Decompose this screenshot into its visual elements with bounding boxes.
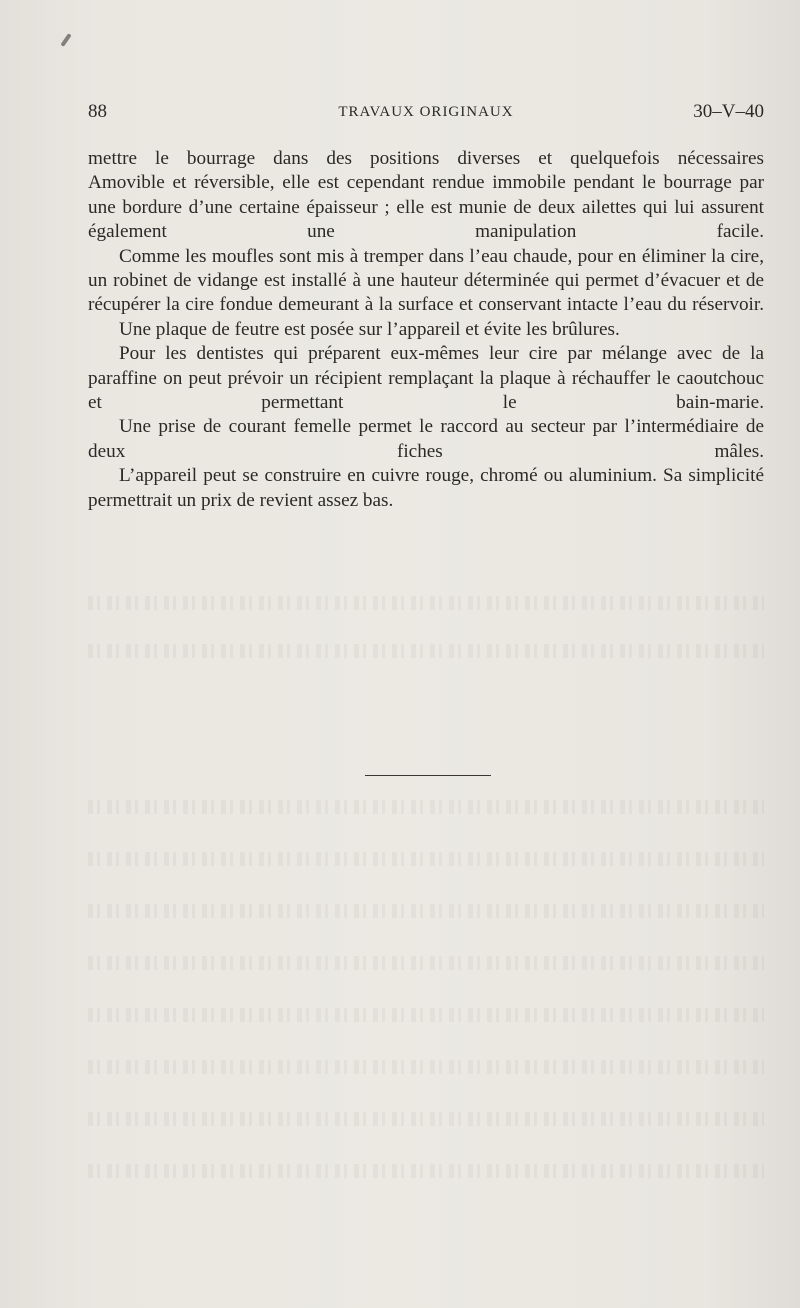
ink-mark: [60, 33, 71, 47]
show-through-text: [88, 1164, 764, 1178]
show-through-text: [88, 904, 764, 918]
show-through-text: [88, 644, 764, 658]
show-through-text: [88, 800, 764, 814]
issue-date: 30–V–40: [693, 101, 764, 122]
show-through-text: [88, 596, 764, 610]
paragraph: Comme les moufles sont mis à tremper dans l’eau chaude, pour en éliminer la cire, un robinet de vidange est installé à une hauteur déterminée qui permet d’évacuer et de récupérer la cire fondue demeurant à la surface et conservant intacte l’eau du réservoir.: [88, 245, 764, 316]
running-title: TRAVAUX ORIGINAUX: [338, 104, 514, 120]
article-body: [88, 147, 764, 513]
section-separator-rule: [365, 775, 491, 776]
show-through-text: [88, 1112, 764, 1126]
page-header: [88, 101, 764, 125]
paragraph: Une plaque de feutre est posée sur l’appareil et évite les brûlures.: [119, 318, 620, 340]
paragraph: Amovible et réversible, elle est cependant rendue immobile pendant le bourrage par une bordure d’une certaine épaisseur ; elle est munie de deux ailettes qui lui assurent également une manipulation facile.: [88, 172, 764, 243]
paragraph: mettre le bourrage dans des positions diverses et quelquefois nécessaires: [88, 148, 764, 169]
paragraph: Pour les dentistes qui préparent eux-mêmes leur cire par mélange avec de la paraffine on peut prévoir un récipient remplaçant la plaque à réchauffer le caoutchouc et permettant le bain-marie.: [88, 343, 764, 414]
page-number: 88: [88, 101, 107, 122]
show-through-text: [88, 956, 764, 970]
show-through-text: [88, 1060, 764, 1074]
paragraph: L’appareil peut se construire en cuivre rouge, chromé ou aluminium. Sa simplicité permettrait un prix de revient assez bas.: [88, 465, 764, 511]
show-through-text: [88, 852, 764, 866]
paragraph: Une prise de courant femelle permet le raccord au secteur par l’intermédiaire de deux fiches mâles.: [88, 416, 764, 462]
show-through-text: [88, 1008, 764, 1022]
